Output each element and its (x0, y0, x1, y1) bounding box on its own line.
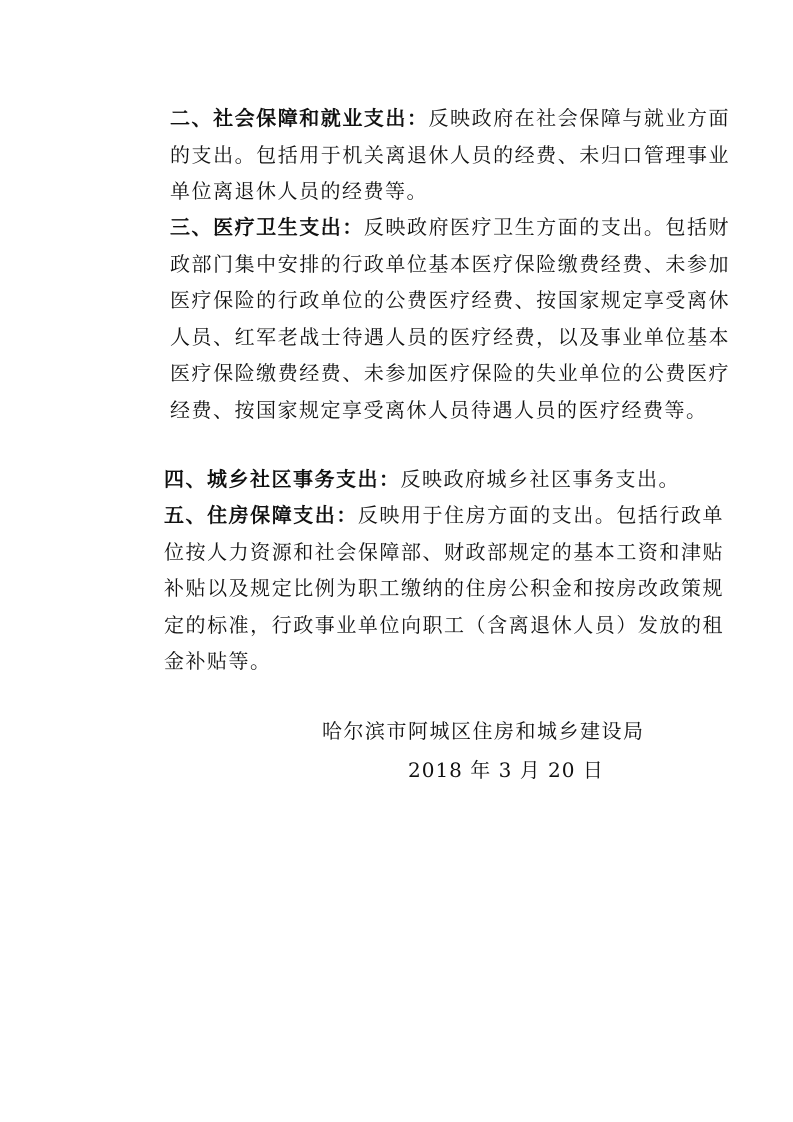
paragraph-social-security (118, 100, 730, 210)
paragraph-heading: 五、住房保障支出： (164, 503, 358, 527)
paragraph-body: 反映用于住房方面的支出。包括行政单位按人力资源和社会保障部、财政部规定的基本工资和津贴补贴以及规定比例为职工缴纳的住房公积金和按房改政策规定的标准，行政事业单位向职工（含离退休人员）发放的租金补贴等。 (164, 503, 725, 673)
issuer-signature: 哈尔滨市阿城区住房和城乡建设局 (322, 719, 645, 743)
paragraph-body: 反映政府在社会保障与就业方面的支出。包括用于机关离退休人员的经费、未归口管理事业单位离退休人员的经费等。 (170, 106, 731, 203)
paragraph-body: 反映政府城乡社区事务支出。 (400, 467, 680, 491)
paragraph-housing (118, 497, 724, 680)
paragraph-heading: 三、医疗卫生支出： (170, 215, 364, 239)
paragraph-heading: 四、城乡社区事务支出： (164, 467, 401, 491)
issue-date: 2018 年 3 月 20 日 (408, 758, 604, 782)
paragraph-body: 反映政府医疗卫生方面的支出。包括财政部门集中安排的行政单位基本医疗保险缴费经费、未参加医疗保险的行政单位的公费医疗经费、按国家规定享受离休人员、红军老战士待遇人员的医疗经费，以及事业单位基本医疗保险缴费经费、未参加医疗保险的失业单位的公费医疗经费、按国家规定享受离休人员待遇人员的医疗经费等。 (170, 215, 731, 422)
paragraph-community-affairs (118, 461, 724, 498)
paragraph-heading: 二、社会保障和就业支出： (170, 106, 429, 130)
paragraph-medical (118, 209, 730, 428)
